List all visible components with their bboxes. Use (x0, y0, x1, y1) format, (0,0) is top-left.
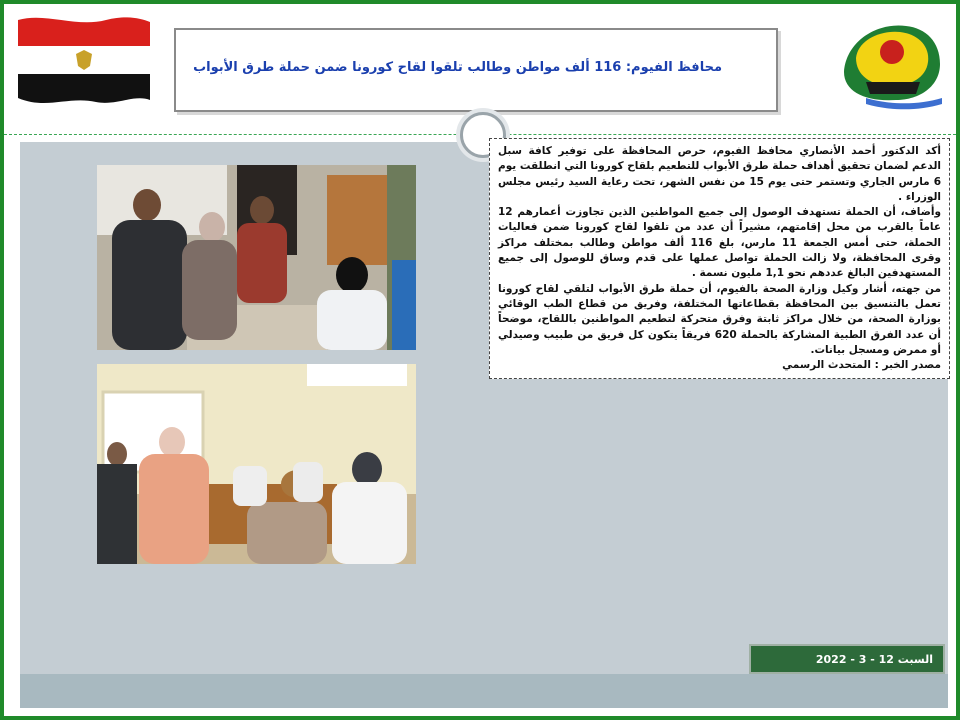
title-box (174, 28, 778, 112)
article-source: مصدر الخبر : المتحدث الرسمي (782, 359, 941, 372)
photo-vaccination-visit (97, 165, 416, 350)
date-label: السبت 12 - 3 - 2022 (815, 653, 933, 666)
bottom-strip (20, 674, 948, 708)
article-paragraph-3: من جهته، أشار وكيل وزارة الصحة بالفيوم، أن حملة طرق الأبواب لتلقي لقاح كورونا تعمل بالتنسيق بين المحافظة بقطاعاتها المختلفة، وفريق من قطاع الطب الوقائي بوزارة الصحة، من خلال مراكز ثابتة وفرق متحركة لتطعيم المواطنين باللقاح، موضحاً أن عدد الفرق الطبية المشاركة بالحملة 620 فريقاً يتكون كل فريق من طبيب وصيدلي أو ممرض ومسجل بيانات. (498, 282, 942, 356)
page-title: محافظ الفيوم: 116 ألف مواطن وطالب تلقوا لقاح كورونا ضمن حملة طرق الأبواب (193, 60, 722, 75)
date-box (749, 644, 945, 674)
photo-vaccination-clinic (97, 364, 416, 564)
fayoum-logo-icon (836, 12, 948, 112)
article-paragraph-2: وأضاف، أن الحملة تستهدف الوصول إلى جميع المواطنين الذين تجاوزت أعمارهم 12 عاماً بالقرب من محل إقامتهم، مشيراً أن عدد من تلقوا لقاح كورونا ضمن فعاليات الحملة، حتى أمس الجمعة 11 مارس، بلغ 116 ألف مواطن وطالب بمختلف مراكز وقرى المحافظة، ولا زالت الحملة تواصل عملها على قدم وساق للوصول إلى جميع المستهدفين البالغ عددهم نحو 1,1 مليون نسمة . (498, 206, 941, 280)
article-text-box (489, 138, 950, 379)
egypt-flag-icon (16, 14, 152, 106)
article-paragraph-1: أكد الدكتور أحمد الأنصاري محافظ الفيوم، حرص المحافظة على توفير كافة سبل الدعم لضمان تحقيق أهداف حملة طرق الأبواب للتطعيم بلقاح كورونا التي انطلقت يوم 6 مارس الجاري وتستمر حتى يوم 15 من نفس الشهر، تحت رعاية السيد رئيس مجلس الوزراء . (498, 145, 941, 203)
